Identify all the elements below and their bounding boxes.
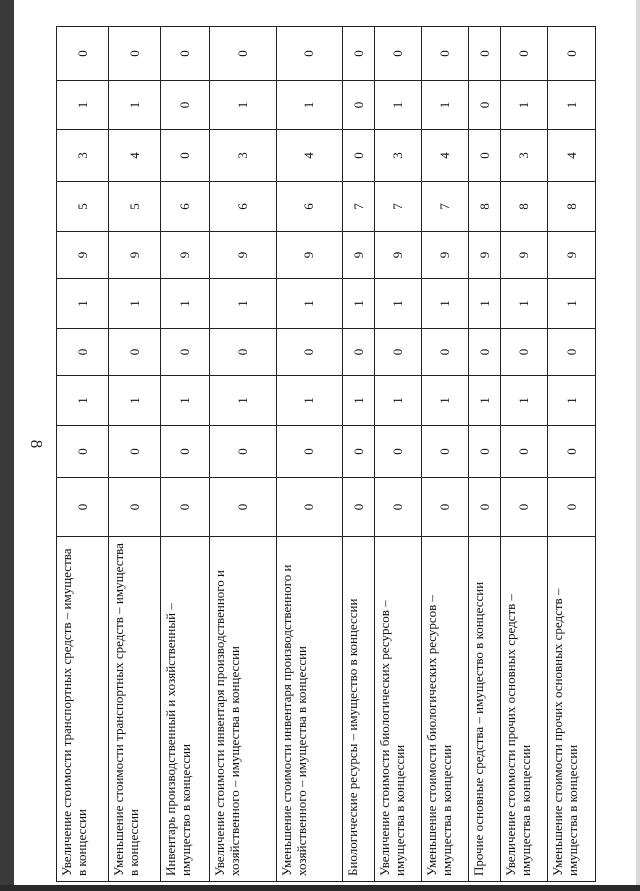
table-row xyxy=(209,27,276,882)
table-row xyxy=(501,27,548,882)
table-row xyxy=(57,27,109,882)
row-label: Уменьшение стоимости прочих основных средств – имущества в концессии xyxy=(548,537,596,882)
code-digit-cell: 0 xyxy=(422,27,469,81)
code-digit-cell: 0 xyxy=(57,478,109,537)
table-row xyxy=(422,27,469,882)
code-digit-cell: 0 xyxy=(375,329,422,376)
row-label: Увеличение стоимости инвентаря производственного и хозяйственного – имущества в концессии xyxy=(209,537,276,882)
code-digit-cell: 1 xyxy=(501,376,548,426)
code-digit-cell: 8 xyxy=(501,182,548,232)
code-digit-cell: 6 xyxy=(209,182,276,232)
code-digit-cell: 0 xyxy=(501,478,548,537)
code-digit-cell: 9 xyxy=(109,232,161,279)
page-number: 8 xyxy=(27,439,46,449)
code-digit-cell: 0 xyxy=(375,27,422,81)
code-digit-cell: 9 xyxy=(548,232,596,279)
code-digit-cell: 0 xyxy=(468,478,500,537)
code-digit-cell: 0 xyxy=(276,478,343,537)
code-digit-cell: 0 xyxy=(161,27,210,81)
code-digit-cell: 1 xyxy=(375,279,422,329)
code-digit-cell: 0 xyxy=(57,27,109,81)
code-digit-cell: 0 xyxy=(468,426,500,478)
code-digit-cell: 1 xyxy=(422,81,469,130)
table-row xyxy=(161,27,210,882)
code-digit-cell: 0 xyxy=(161,478,210,537)
code-digit-cell: 0 xyxy=(109,478,161,537)
scan-edge-left xyxy=(0,0,14,891)
code-digit-cell: 9 xyxy=(343,232,375,279)
code-digit-cell: 1 xyxy=(548,81,596,130)
code-digit-cell: 0 xyxy=(161,81,210,130)
code-digit-cell: 0 xyxy=(468,81,500,130)
code-digit-cell: 1 xyxy=(209,279,276,329)
code-digit-cell: 0 xyxy=(468,27,500,81)
code-digit-cell: 0 xyxy=(548,426,596,478)
code-digit-cell: 4 xyxy=(548,130,596,182)
code-digit-cell: 5 xyxy=(57,182,109,232)
code-digit-cell: 4 xyxy=(109,130,161,182)
code-digit-cell: 9 xyxy=(57,232,109,279)
code-digit-cell: 1 xyxy=(501,81,548,130)
code-digit-cell: 0 xyxy=(209,478,276,537)
code-digit-cell: 9 xyxy=(375,232,422,279)
code-digit-cell: 1 xyxy=(161,376,210,426)
accounts-table xyxy=(56,26,596,882)
row-label: Уменьшение стоимости транспортных средств – имущества в концессии xyxy=(109,537,161,882)
code-digit-cell: 0 xyxy=(276,329,343,376)
code-digit-cell: 1 xyxy=(343,376,375,426)
code-digit-cell: 0 xyxy=(161,130,210,182)
code-digit-cell: 7 xyxy=(422,182,469,232)
code-digit-cell: 0 xyxy=(468,329,500,376)
code-digit-cell: 8 xyxy=(468,182,500,232)
code-digit-cell: 3 xyxy=(57,130,109,182)
code-digit-cell: 0 xyxy=(161,426,210,478)
code-digit-cell: 1 xyxy=(57,376,109,426)
code-digit-cell: 0 xyxy=(548,478,596,537)
code-digit-cell: 0 xyxy=(209,27,276,81)
table-row xyxy=(548,27,596,882)
code-digit-cell: 1 xyxy=(468,376,500,426)
code-digit-cell: 3 xyxy=(375,130,422,182)
code-digit-cell: 0 xyxy=(161,329,210,376)
code-digit-cell: 1 xyxy=(422,279,469,329)
code-digit-cell: 4 xyxy=(422,130,469,182)
code-digit-cell: 6 xyxy=(161,182,210,232)
code-digit-cell: 8 xyxy=(548,182,596,232)
rotated-table-container xyxy=(56,27,596,882)
code-digit-cell: 9 xyxy=(276,232,343,279)
table-row xyxy=(343,27,375,882)
code-digit-cell: 1 xyxy=(161,279,210,329)
code-digit-cell: 0 xyxy=(501,329,548,376)
code-digit-cell: 0 xyxy=(422,478,469,537)
code-digit-cell: 0 xyxy=(209,426,276,478)
code-digit-cell: 0 xyxy=(109,329,161,376)
table-row xyxy=(468,27,500,882)
code-digit-cell: 1 xyxy=(57,81,109,130)
code-digit-cell: 0 xyxy=(343,81,375,130)
code-digit-cell: 0 xyxy=(375,478,422,537)
code-digit-cell: 0 xyxy=(109,27,161,81)
code-digit-cell: 0 xyxy=(343,426,375,478)
code-digit-cell: 9 xyxy=(209,232,276,279)
scan-edge-bottom xyxy=(0,885,640,891)
code-digit-cell: 0 xyxy=(343,329,375,376)
code-digit-cell: 1 xyxy=(501,279,548,329)
code-digit-cell: 1 xyxy=(548,376,596,426)
code-digit-cell: 9 xyxy=(468,232,500,279)
scan-edge-right xyxy=(636,0,640,891)
code-digit-cell: 0 xyxy=(501,426,548,478)
row-label: Инвентарь производственный и хозяйственный – имущество в концессии xyxy=(161,537,210,882)
code-digit-cell: 0 xyxy=(343,27,375,81)
code-digit-cell: 9 xyxy=(422,232,469,279)
code-digit-cell: 1 xyxy=(109,376,161,426)
table-body xyxy=(57,27,596,882)
code-digit-cell: 0 xyxy=(548,329,596,376)
code-digit-cell: 7 xyxy=(375,182,422,232)
row-label: Увеличение стоимости биологических ресурсов – имущества в концессии xyxy=(375,537,422,882)
code-digit-cell: 0 xyxy=(343,478,375,537)
code-digit-cell: 0 xyxy=(209,329,276,376)
code-digit-cell: 1 xyxy=(109,279,161,329)
code-digit-cell: 1 xyxy=(375,376,422,426)
row-label: Прочие основные средства – имущество в концессии xyxy=(468,537,500,882)
code-digit-cell: 0 xyxy=(375,426,422,478)
code-digit-cell: 0 xyxy=(276,426,343,478)
code-digit-cell: 1 xyxy=(276,81,343,130)
code-digit-cell: 0 xyxy=(548,27,596,81)
code-digit-cell: 4 xyxy=(276,130,343,182)
code-digit-cell: 1 xyxy=(57,279,109,329)
row-label: Уменьшение стоимости биологических ресурсов – имущества в концессии xyxy=(422,537,469,882)
code-digit-cell: 9 xyxy=(501,232,548,279)
code-digit-cell: 1 xyxy=(209,81,276,130)
table-row xyxy=(276,27,343,882)
code-digit-cell: 0 xyxy=(57,329,109,376)
code-digit-cell: 1 xyxy=(468,279,500,329)
code-digit-cell: 1 xyxy=(548,279,596,329)
code-digit-cell: 1 xyxy=(209,376,276,426)
code-digit-cell: 0 xyxy=(343,130,375,182)
code-digit-cell: 0 xyxy=(422,426,469,478)
row-label: Биологические ресурсы – имущество в концессии xyxy=(343,537,375,882)
code-digit-cell: 0 xyxy=(276,27,343,81)
code-digit-cell: 0 xyxy=(422,329,469,376)
code-digit-cell: 1 xyxy=(276,376,343,426)
row-label: Увеличение стоимости прочих основных средств – имущества в концессии xyxy=(501,537,548,882)
code-digit-cell: 7 xyxy=(343,182,375,232)
code-digit-cell: 1 xyxy=(375,81,422,130)
code-digit-cell: 5 xyxy=(109,182,161,232)
code-digit-cell: 3 xyxy=(209,130,276,182)
code-digit-cell: 0 xyxy=(57,426,109,478)
table-row xyxy=(109,27,161,882)
table-row xyxy=(375,27,422,882)
row-label: Уменьшение стоимости инвентаря производственного и хозяйственного – имущества в концессии xyxy=(276,537,343,882)
code-digit-cell: 1 xyxy=(343,279,375,329)
code-digit-cell: 0 xyxy=(109,426,161,478)
code-digit-cell: 0 xyxy=(501,27,548,81)
code-digit-cell: 3 xyxy=(501,130,548,182)
code-digit-cell: 1 xyxy=(422,376,469,426)
code-digit-cell: 0 xyxy=(468,130,500,182)
code-digit-cell: 1 xyxy=(109,81,161,130)
code-digit-cell: 6 xyxy=(276,182,343,232)
code-digit-cell: 1 xyxy=(276,279,343,329)
row-label: Увеличение стоимости транспортных средств – имущества в концессии xyxy=(57,537,109,882)
code-digit-cell: 9 xyxy=(161,232,210,279)
